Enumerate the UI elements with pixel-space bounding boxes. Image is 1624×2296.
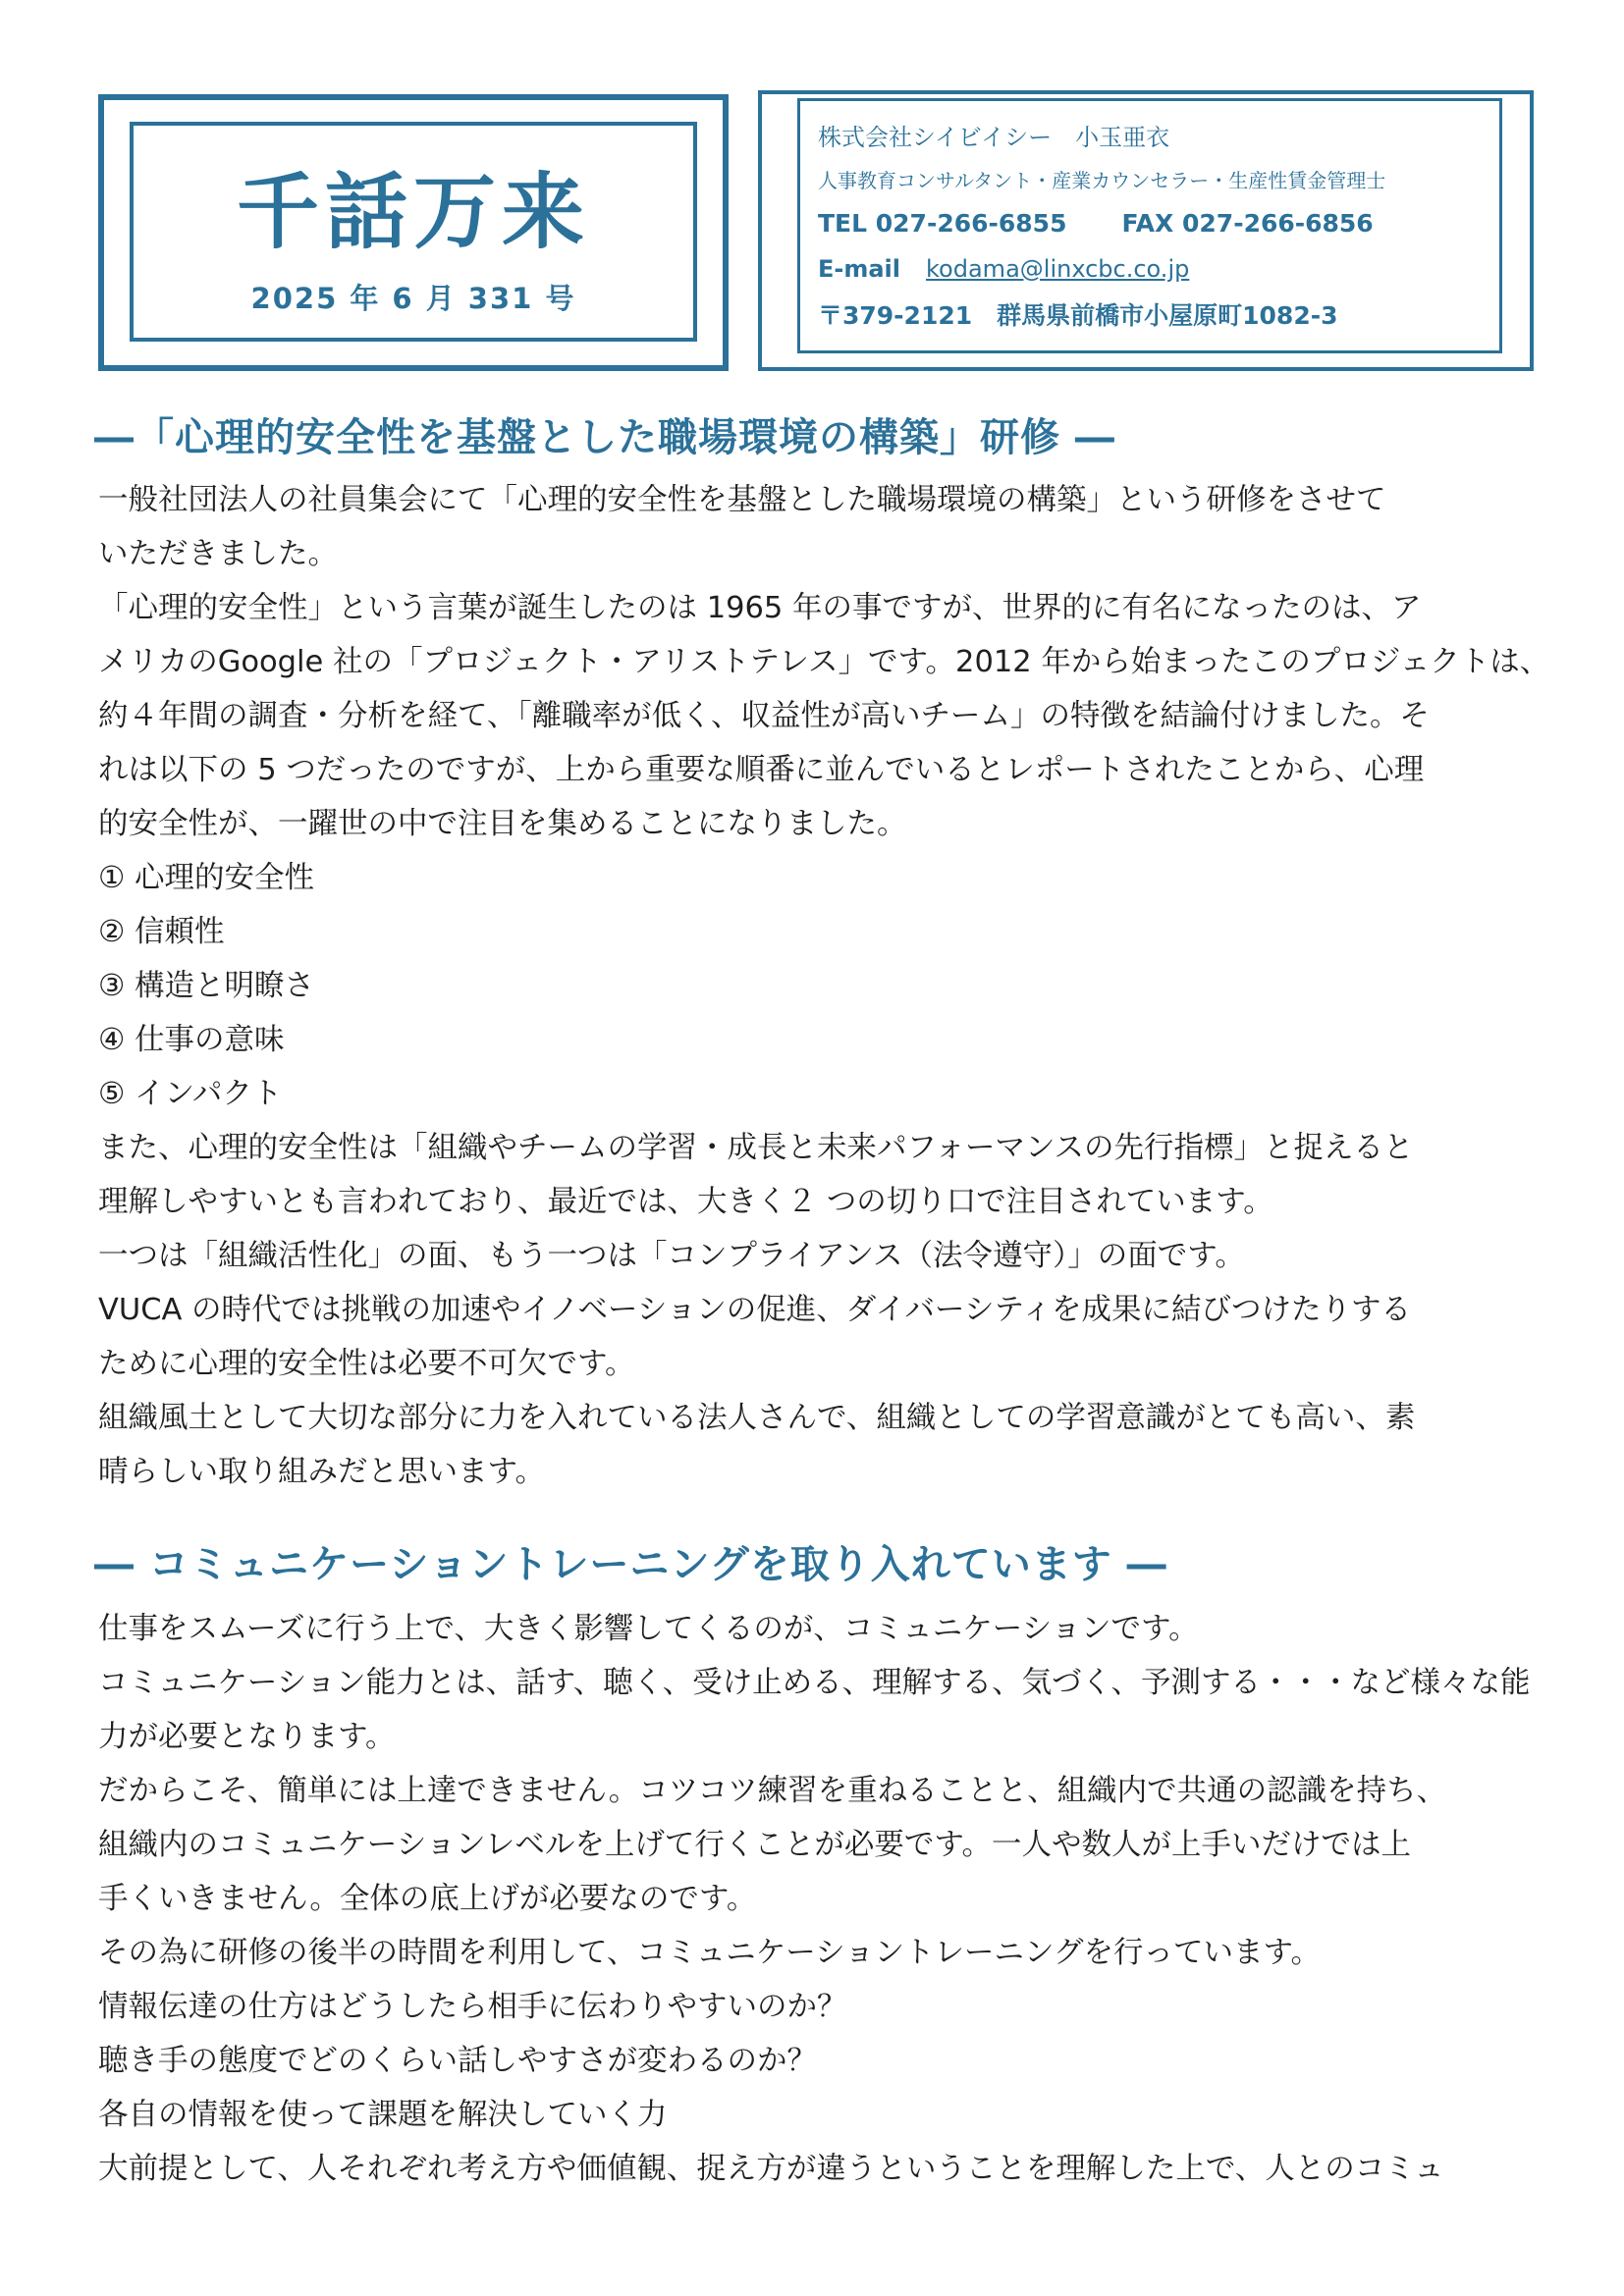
- postal-address: 〒379-2121 群馬県前橋市小屋原町1082-3: [818, 301, 1338, 330]
- paragraph-line: だからこそ、簡単には上達できません。コツコツ練習を重ねることと、組織内で共通の認識を持ち、: [98, 1774, 1447, 1808]
- section2-heading: ― コミュニケーショントレーニングを取り入れています ―: [94, 1542, 1167, 1587]
- section1-body: [98, 473, 1550, 1499]
- paragraph-line: 各自の情報を使って課題を解決していく力: [98, 2098, 668, 2132]
- paragraph-line: ③ 構造と明瞭さ: [98, 969, 315, 1003]
- paragraph-line: 約４年間の調査・分析を経て、「離職率が低く、収益性が高いチーム」の特徴を結論付けました。そ: [98, 699, 1431, 733]
- email-label: E-mail: [818, 255, 901, 283]
- paragraph-line: ② 信頼性: [98, 915, 225, 949]
- paragraph-line: 大前提として、人それぞれ考え方や価値観、捉え方が違うということを理解した上で、人とのコミュ: [98, 2152, 1444, 2186]
- paragraph-line: 手くいきません。全体の底上げが必要なのです。: [98, 1882, 757, 1916]
- paragraph-line: ① 心理的安全性: [98, 861, 315, 895]
- paragraph-line: 組織風土として大切な部分に力を入れている法人さんで、組織としての学習意識がとても高い、素: [98, 1401, 1416, 1435]
- paragraph-line: 聴き手の態度でどのくらい話しやすさが変わるのか？: [98, 2044, 817, 2078]
- section1-heading: ―「心理的安全性を基盤とした職場環境の構築」研修 ―: [94, 415, 1115, 460]
- contact-card: [797, 98, 1502, 353]
- paragraph-line: 組織内のコミュニケーションレベルを上げて行くことが必要です。一人や数人が上手いだけでは上: [98, 1828, 1411, 1862]
- paragraph-line: 一つは「組織活性化」の面、もう一つは「コンプライアンス（法令遵守）」の面です。: [98, 1239, 1245, 1273]
- paragraph-line: また、心理的安全性は「組織やチームの学習・成長と未来パフォーマンスの先行指標」と捉えると: [98, 1131, 1414, 1165]
- paragraph-line: 情報伝達の仕方はどうしたら相手に伝わりやすいのか？: [98, 1990, 847, 2024]
- masthead: [130, 122, 697, 342]
- email-link[interactable]: kodama@linxcbc.co.jp: [926, 255, 1190, 283]
- paragraph-line: ④ 仕事の意味: [98, 1023, 285, 1057]
- tel-number: TEL 027-266-6855: [818, 209, 1067, 238]
- paragraph-line: 一般社団法人の社員集会にて「心理的安全性を基盤とした職場環境の構築」という研修をさせて: [98, 483, 1386, 517]
- paragraph-line: 理解しやすいとも言われており、最近では、大きく２ つの切り口で注目されています。: [98, 1185, 1273, 1219]
- paragraph-line: その為に研修の後半の時間を利用して、コミュニケーショントレーニングを行っています。: [98, 1936, 1322, 1970]
- paragraph-line: コミュニケーション能力とは、話す、聴く、受け止める、理解する、気づく、予測する・・・など様々な能: [98, 1666, 1531, 1700]
- paragraph-line: ⑤ インパクト: [98, 1077, 283, 1111]
- paragraph-line: れは以下の 5 つだったのですが、上から重要な順番に並んでいるとレポートされたことから、心理: [98, 753, 1425, 787]
- issue-number: 2025 年 6 月 331 号: [250, 282, 576, 315]
- paragraph-line: 晴らしい取り組みだと思います。: [98, 1455, 546, 1489]
- paragraph-line: ために心理的安全性は必要不可欠です。: [98, 1347, 635, 1381]
- phone-fax-line: [818, 200, 1499, 246]
- paragraph-line: メリカのGoogle 社の「プロジェクト・アリストテレス」です。2012 年から始まったこのプロジェクトは、: [98, 645, 1550, 679]
- fax-number: FAX 027-266-6856: [1121, 209, 1374, 238]
- paragraph-line: 仕事をスムーズに行う上で、大きく影響してくるのが、コミュニケーションです。: [98, 1612, 1199, 1646]
- section2-body: [98, 1602, 1542, 2196]
- email-line: [818, 246, 1499, 293]
- paragraph-line: 力が必要となります。: [98, 1720, 396, 1754]
- author-titles: 人事教育コンサルタント・産業カウンセラー・生産性賃金管理士: [818, 169, 1386, 192]
- paragraph-line: VUCA の時代では挑戦の加速やイノベーションの促進、ダイバーシティを成果に結びつけたりする: [98, 1293, 1412, 1327]
- paragraph-line: 「心理的安全性」という言葉が誕生したのは 1965 年の事ですが、世界的に有名になったのは、ア: [98, 591, 1422, 625]
- newsletter-title: 千話万来: [236, 164, 590, 260]
- paragraph-line: いただきました。: [98, 537, 338, 571]
- paragraph-line: 的安全性が、一躍世の中で注目を集めることになりました。: [98, 807, 907, 841]
- company-name: 株式会社シイビイシー 小玉亜衣: [818, 124, 1170, 151]
